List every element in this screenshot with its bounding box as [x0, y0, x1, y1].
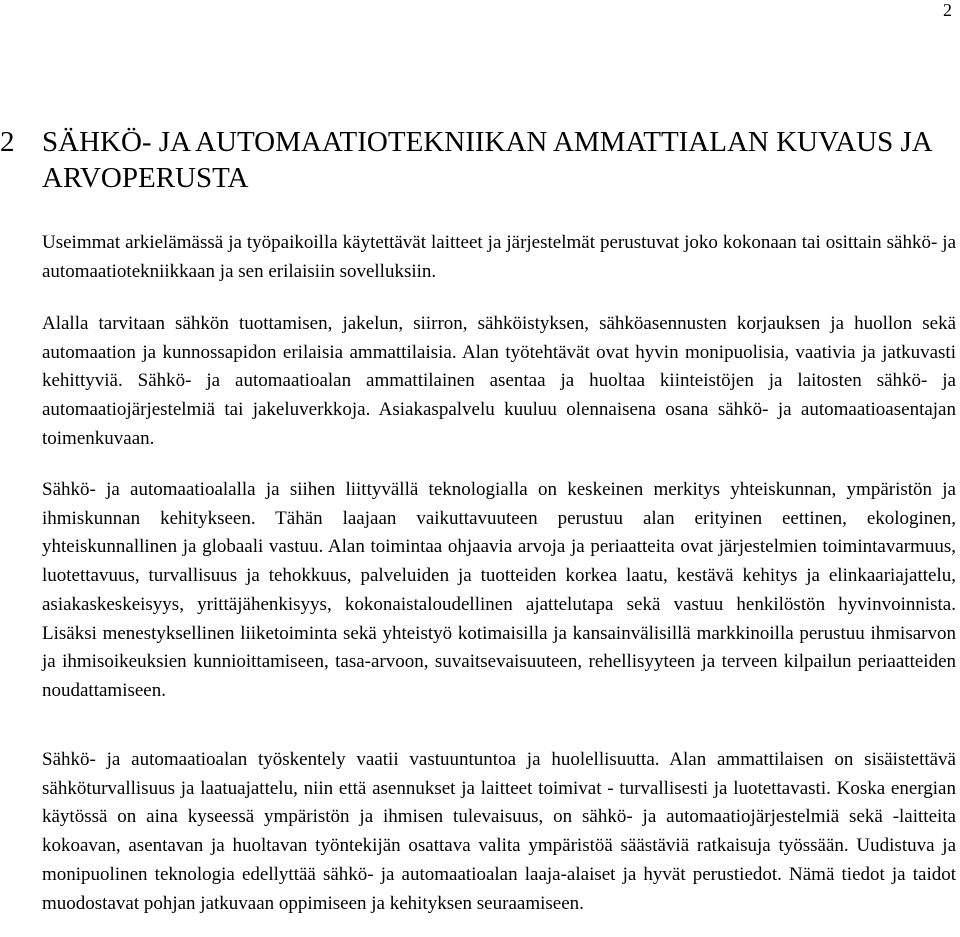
paragraph-values: Sähkö- ja automaatioalalla ja siihen liittyvällä teknologialla on keskeinen merkitys yhteiskunnan, ympäristön ja ihmiskunnan kehitykseen. Tähän laajaan vaikuttavuuteen perustuu alan erityinen eettinen, ekologinen, yhteiskunnallinen ja globaali vastuu. Alan toimintaa ohjaavia arvoja ja periaatteita ovat järjestelmien toimintavarmuus, luotettavuus, turvallisuus ja tehokkuus, palveluiden ja tuotteiden korkea laatu, kestävä kehitys ja elinkaariajattelu, asiakaskeskeisyys, yrittäjähenkisyys, kokonaistaloudellinen ajattelutapa sekä vastuu henkilöstön hyvinvoinnista. Lisäksi menestyksellinen liiketoiminta sekä yhteistyö kotimaisilla ja kansainvälisillä markkinoilla perustuu ihmisarvon ja ihmisoikeuksien kunnioittamiseen, tasa-arvoon, suvaitsevaisuuteen, rehellisyyteen ja terveen kilpailun periaatteiden noudattamiseen. [42, 479, 956, 701]
paragraph-responsibility: Sähkö- ja automaatioalan työskentely vaatii vastuuntuntoa ja huolellisuutta. Alan ammattilaisen on sisäistettävä sähköturvallisuus ja laatuajattelu, niin että asennukset ja laitteet toimivat - turvallisesti ja luotettavasti. Koska energian käytössä on aina kyseessä ympäristön ja ihmisen tulevaisuus, on sähkö- ja automaatiojärjestelmiä sekä -laitteita kokoavan, asentavan ja huoltavan työntekijän osattava valita ympäristöä säästäviä ratkaisuja työssään. Uudistuva ja monipuolinen teknologia edellyttää sähkö- ja automaatioalan laaja-alaiset ja hyvät perustiedot. Nämä tiedot ja taidot muodostavat pohjan jatkuvaan oppimiseen ja kehityksen seuraamiseen. [42, 749, 956, 914]
section-heading [0, 124, 960, 196]
section-title: SÄHKÖ- JA AUTOMAATIOTEKNIIKAN AMMATTIALAN KUVAUS JA ARVOPERUSTA [42, 126, 932, 194]
section-number: 2 [0, 126, 15, 158]
paragraph-intro: Useimmat arkielämässä ja työpaikoilla käytettävät laitteet ja järjestelmät perustuvat joko kokonaan tai osittain sähkö- ja automaatiotekniikkaan ja sen erilaisiin sovelluksiin. [42, 232, 956, 282]
page-number: 2 [943, 0, 952, 20]
paragraph-professionals: Alalla tarvitaan sähkön tuottamisen, jakelun, siirron, sähköistyksen, sähköasennusten korjauksen ja huollon sekä automaation ja kunnossapidon erilaisia ammattilaisia. Alan työtehtävät ovat hyvin monipuolisia, vaativia ja jatkuvasti kehittyviä. Sähkö- ja automaatioalan ammattilainen asentaa ja huoltaa kiinteistöjen ja laitosten sähkö- ja automaatiojärjestelmiä tai jakeluverkkoja. Asiakaspalvelu kuuluu olennaisena osana sähkö- ja automaatioasentajan toimenkuvaan. [42, 313, 956, 449]
